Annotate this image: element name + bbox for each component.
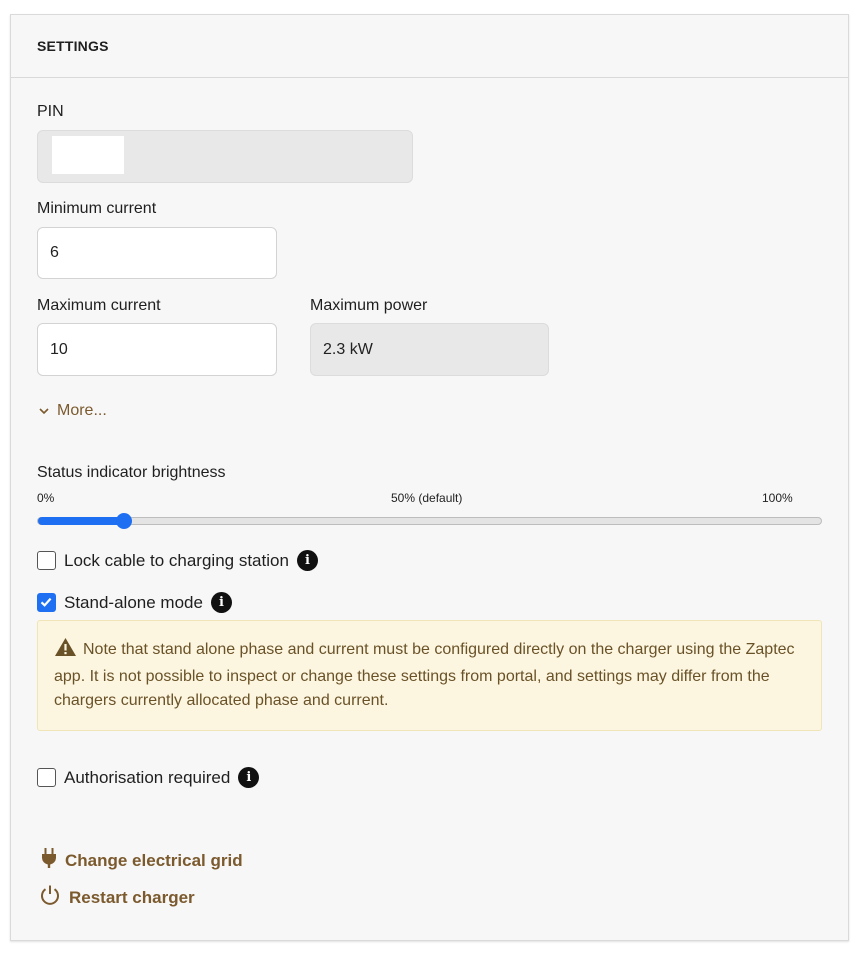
change-grid-button[interactable] <box>41 847 243 874</box>
lock-cable-label: Lock cable to charging station <box>64 550 289 570</box>
authorisation-option[interactable] <box>37 767 259 788</box>
standalone-checkbox[interactable] <box>37 593 56 612</box>
standalone-option[interactable] <box>37 592 232 613</box>
min-current-value: 6 <box>50 244 59 261</box>
max-current-label: Maximum current <box>37 297 161 314</box>
brightness-default-label: 50% (default) <box>391 491 463 505</box>
standalone-label: Stand-alone mode <box>64 592 203 612</box>
info-icon[interactable]: i <box>211 592 232 613</box>
lock-cable-option[interactable] <box>37 550 318 571</box>
max-current-input[interactable] <box>37 323 277 376</box>
chevron-down-icon <box>39 402 49 420</box>
power-icon <box>39 884 61 911</box>
restart-charger-button[interactable] <box>39 884 195 911</box>
restart-label: Restart charger <box>69 887 195 907</box>
card-title: SETTINGS <box>11 15 848 78</box>
brightness-slider[interactable] <box>37 517 822 525</box>
max-power-field <box>310 323 549 376</box>
more-label: More... <box>57 402 107 419</box>
authorisation-label: Authorisation required <box>64 767 231 787</box>
brightness-slider-fill <box>38 517 124 525</box>
min-current-input[interactable] <box>37 227 277 279</box>
pin-label: PIN <box>37 103 64 120</box>
brightness-min-label: 0% <box>37 491 55 505</box>
lock-cable-checkbox[interactable] <box>37 551 56 570</box>
max-power-value: 2.3 kW <box>323 340 373 358</box>
plug-icon <box>41 847 57 874</box>
brightness-slider-thumb[interactable] <box>116 513 132 529</box>
info-icon[interactable]: i <box>297 550 318 571</box>
pin-field[interactable] <box>37 130 413 183</box>
settings-card <box>10 14 849 941</box>
authorisation-checkbox[interactable] <box>37 768 56 787</box>
pin-mask <box>52 136 124 174</box>
more-toggle[interactable] <box>39 402 107 420</box>
min-current-label: Minimum current <box>37 200 157 217</box>
brightness-max-label: 100% <box>762 491 793 505</box>
checkmark-icon <box>38 594 54 610</box>
max-power-label: Maximum power <box>310 297 428 314</box>
change-grid-label: Change electrical grid <box>65 850 243 870</box>
info-icon[interactable]: i <box>238 767 259 788</box>
warning-text: Note that stand alone phase and current must be configured directly on the charger using the Zaptec app. It is not possible to inspect or change these settings from portal, and settings may differ from the chargers currently allocated phase and current. <box>54 641 795 709</box>
max-current-value: 10 <box>50 340 68 358</box>
brightness-label: Status indicator brightness <box>37 464 226 481</box>
standalone-warning <box>37 620 822 731</box>
warning-icon <box>54 637 77 665</box>
